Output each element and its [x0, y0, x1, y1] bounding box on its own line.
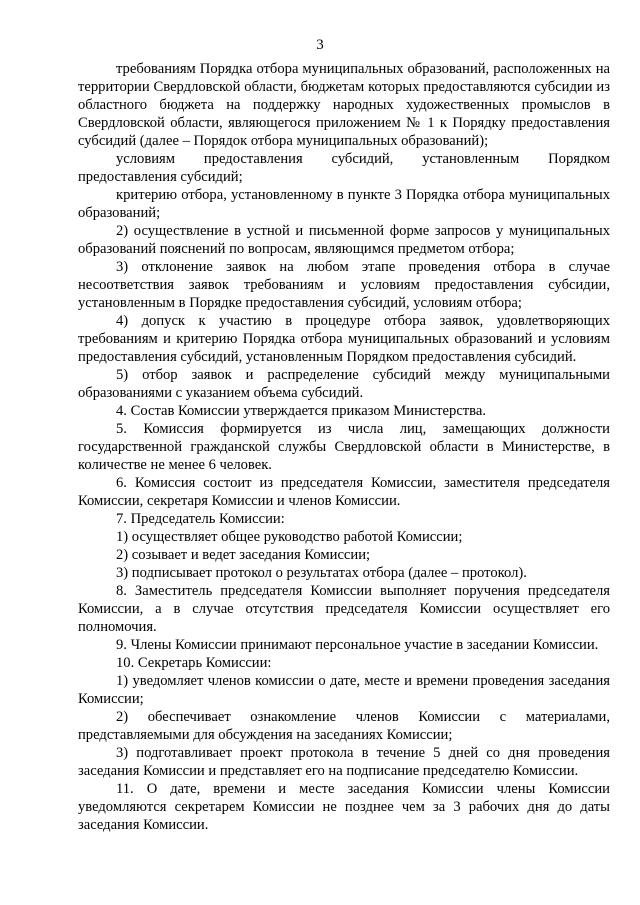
paragraph-clause-9: 9. Члены Комиссии принимают персональное участие в заседании Комиссии. [116, 637, 599, 653]
paragraph-clause-8: 8. Заместитель председателя Комиссии выполняет поручения председателя Комиссии, а в случае отсутствия председателя Комиссии осуществляет его полномочия. [78, 583, 610, 635]
paragraph-secretary-duty-1: 1) уведомляет членов комиссии о дате, месте и времени проведения заседания Комиссии; [78, 673, 610, 707]
paragraph-clause-11: 11. О дате, времени и месте заседания Комиссии члены Комиссии уведомляются секретарем Комиссии не позднее чем за 3 рабочих дня до даты заседания Комиссии. [78, 781, 610, 833]
paragraph-item-5-distribution: 5) отбор заявок и распределение субсидий между муниципальными образованиями с указанием объема субсидий. [78, 367, 610, 401]
paragraph-secretary-duty-3: 3) подготавливает проект протокола в течение 5 дней со дня проведения заседания Комиссии и представляет его на подписание председателю Комиссии. [78, 745, 610, 779]
paragraph-criterion: критерию отбора, установленному в пункте 3 Порядка отбора муниципальных образований; [78, 187, 610, 221]
paragraph-clause-6: 6. Комиссия состоит из председателя Комиссии, заместителя председателя Комиссии, секретаря Комиссии и членов Комиссии. [78, 475, 610, 509]
document-body [78, 60, 610, 834]
paragraph-requirements: требованиям Порядка отбора муниципальных образований, расположенных на территории Свердловской области, бюджетам которых предоставляются субсидии из областного бюджета на поддержку народных художественных промыслов в Свердловской области, являющегося приложением № 1 к Порядку предоставления субсидий (далее – Порядок отбора муниципальных образований); [78, 61, 610, 149]
paragraph-secretary-duty-2: 2) обеспечивает ознакомление членов Комиссии с материалами, представляемыми для обсуждения на заседаниях Комиссии; [78, 709, 610, 743]
paragraph-item-2-requests: 2) осуществление в устной и письменной форме запросов у муниципальных образований пояснений по вопросам, являющимся предметом отбора; [78, 223, 610, 257]
paragraph-chair-duty-3: 3) подписывает протокол о результатах отбора (далее – протокол). [116, 565, 527, 581]
paragraph-chair-duty-2: 2) созывает и ведет заседания Комиссии; [116, 547, 371, 563]
paragraph-clause-4: 4. Состав Комиссии утверждается приказом Министерства. [116, 403, 487, 419]
page-number: 3 [316, 37, 324, 53]
paragraph-clause-10: 10. Секретарь Комиссии: [116, 655, 272, 671]
paragraph-clause-7: 7. Председатель Комиссии: [116, 511, 285, 527]
paragraph-chair-duty-1: 1) осуществляет общее руководство работой Комиссии; [116, 529, 463, 545]
paragraph-conditions: условиям предоставления субсидий, установленным Порядком предоставления субсидий; [78, 151, 610, 185]
paragraph-clause-5: 5. Комиссия формируется из числа лиц, замещающих должности государственной гражданской службы Свердловской области в Министерстве, в количестве не менее 6 человек. [78, 421, 610, 473]
paragraph-item-3-rejection: 3) отклонение заявок на любом этапе проведения отбора в случае несоответствия заявок требованиям и условиям предоставления субсидии, установленным в Порядке предоставления субсидий, условиям отбора; [78, 259, 610, 311]
paragraph-item-4-admission: 4) допуск к участию в процедуре отбора заявок, удовлетворяющих требованиям и критерию Порядка отбора муниципальных образований и условиям предоставления субсидий, установленным Порядком предоставления субсидий. [78, 313, 610, 365]
